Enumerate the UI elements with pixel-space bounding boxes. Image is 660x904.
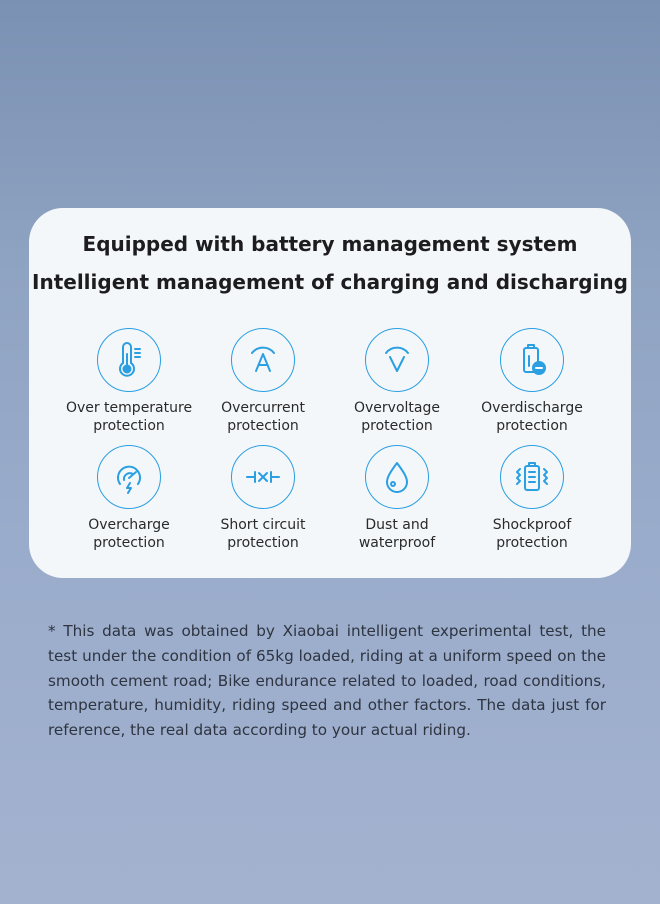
feature-label: Dust and waterproof xyxy=(358,517,436,551)
feature-label: Shockproof protection xyxy=(492,517,572,551)
bms-card xyxy=(29,208,631,578)
feature-over-temperature xyxy=(62,328,196,435)
battery-vibration-icon xyxy=(500,445,564,509)
card-title: Equipped with battery management system xyxy=(82,232,578,256)
feature-label: Overcurrent protection xyxy=(221,400,305,434)
feature-label: Overdischarge protection xyxy=(481,400,583,434)
thermometer-icon xyxy=(97,328,161,392)
feature-dust-waterproof xyxy=(330,445,464,552)
charge-gauge-icon xyxy=(97,445,161,509)
feature-label: Overvoltage protection xyxy=(354,400,440,434)
card-subtitle: Intelligent management of charging and discharging xyxy=(32,270,628,294)
feature-overcharge xyxy=(62,445,196,552)
feature-label: Overcharge protection xyxy=(88,517,170,551)
feature-short-circuit xyxy=(196,445,330,552)
short-circuit-icon xyxy=(231,445,295,509)
feature-overvoltage xyxy=(330,328,464,435)
feature-overdischarge xyxy=(465,328,599,435)
feature-label: Short circuit protection xyxy=(220,517,306,551)
feature-shockproof xyxy=(465,445,599,552)
feature-overcurrent xyxy=(196,328,330,435)
water-drop-icon xyxy=(365,445,429,509)
feature-label: Over temperature protection xyxy=(65,400,193,434)
disclaimer-note: * This data was obtained by Xiaobai intelligent experimental test, the test under the condition of 65kg loaded, riding at a uniform speed on the smooth cement road; Bike endurance related to loaded, road conditions, temperature, humidity, riding speed and other factors. The data just for reference, the real data according to your actual riding. xyxy=(48,622,606,740)
voltage-icon xyxy=(365,328,429,392)
battery-minus-icon xyxy=(500,328,564,392)
ampere-icon xyxy=(231,328,295,392)
